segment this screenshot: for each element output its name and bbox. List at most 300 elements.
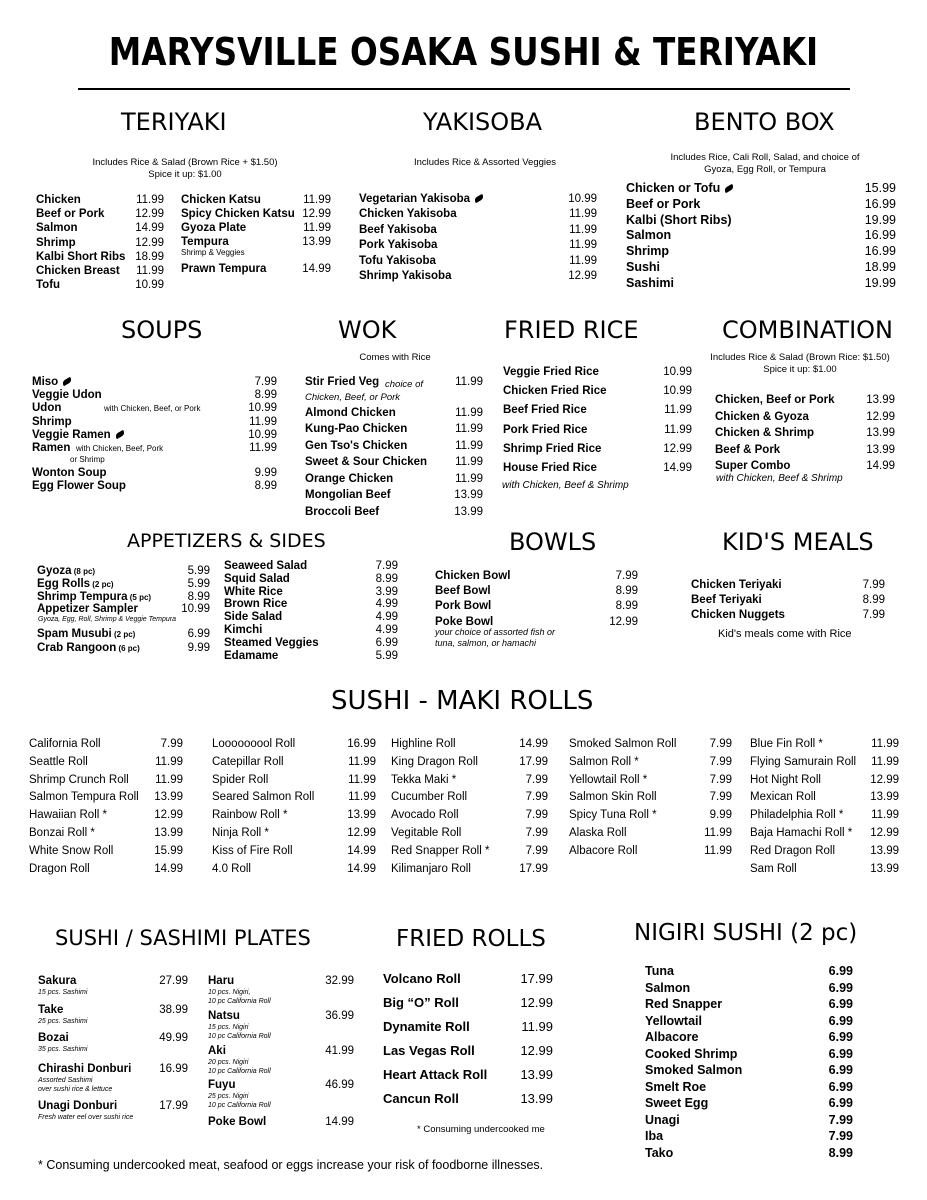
stir-sub-2: Chicken, Beef, or Pork <box>305 392 401 403</box>
item-price: 11.99 <box>521 1019 553 1034</box>
item-price: 14.99 <box>663 462 692 474</box>
footer-disclaimer: * Consuming undercooked meat, seafood or eggs increase your risk of foodborne illnesses. <box>38 1158 544 1172</box>
item-price: 12.99 <box>154 809 183 822</box>
item-name: Salmon Skin Roll <box>569 791 657 804</box>
item-name: Smelt Roe <box>645 1079 707 1094</box>
item-name: Egg Flower Soup <box>32 480 126 492</box>
item-price: 13.99 <box>870 844 899 857</box>
item-name: Beef or Pork <box>36 208 105 221</box>
item-price: 11.99 <box>871 738 899 750</box>
item-name: Haru <box>208 975 235 987</box>
super-sub: with Chicken, Beef & Shrimp <box>716 473 843 484</box>
item-name: Tempura <box>181 236 229 248</box>
ramen-sub-2: or Shrimp <box>70 455 105 464</box>
item-detail: 15 pcs. Sashimi <box>38 989 88 996</box>
item-name: Chicken Teriyaki <box>691 579 782 591</box>
nigiri-title: NIGIRI SUSHI (2 pc) <box>634 920 858 946</box>
item-price: 10.99 <box>663 366 692 378</box>
item-name: Chirashi Donburi <box>38 1063 132 1075</box>
item-price: 11.99 <box>664 423 692 436</box>
item-name: Catepillar Roll <box>212 755 284 768</box>
item-name: White Rice <box>224 585 283 598</box>
item-name: Side Salad <box>224 611 283 624</box>
wok-title: WOK <box>338 316 397 344</box>
item-price: 7.99 <box>525 827 548 839</box>
item-price: 7.99 <box>525 844 548 857</box>
item-name: Dragon Roll <box>29 862 90 875</box>
item-price: 8.99 <box>375 572 398 585</box>
item-price: 10.99 <box>135 279 164 292</box>
fried-rice-title: FRIED RICE <box>504 316 639 344</box>
item-price: 5.99 <box>187 578 210 590</box>
item-detail: (2 pc) <box>90 580 114 589</box>
item-price: 13.99 <box>154 791 183 804</box>
item-name: Steamed Veggies <box>224 636 319 649</box>
item-price: 6.99 <box>828 1079 853 1094</box>
item-price: 13.99 <box>302 236 331 248</box>
sampler-sub: Gyoza, Egg, Roll, Shrimp & Veggie Tempura <box>38 616 176 623</box>
item-name: King Dragon Roll <box>391 755 478 768</box>
item-detail: 10 pcs. Nigiri, <box>208 989 251 996</box>
item-name: Salmon Roll * <box>569 755 639 768</box>
item-name: Spicy Tuna Roll * <box>569 809 657 822</box>
item-name: Chicken Yakisoba <box>359 208 457 221</box>
item-price: 12.99 <box>609 615 638 628</box>
item-price: 11.99 <box>871 755 899 768</box>
item-name: Big “O” Roll <box>383 995 459 1010</box>
item-price: 8.99 <box>615 600 638 613</box>
item-price: 14.99 <box>154 862 183 875</box>
item-price: 11.99 <box>664 404 692 417</box>
item-price: 17.99 <box>520 971 553 986</box>
item-price: 12.99 <box>135 208 164 221</box>
item-name: Tuna <box>645 964 674 978</box>
item-price: 49.99 <box>159 1032 188 1044</box>
item-name: Kalbi (Short Ribs) <box>626 212 732 227</box>
item-price: 4.99 <box>375 624 398 636</box>
item-name: Dynamite Roll <box>383 1019 470 1034</box>
item-price: 11.99 <box>348 773 376 786</box>
item-price: 11.99 <box>155 755 183 768</box>
udon-sub: with Chicken, Beef, or Pork <box>104 404 201 413</box>
item-price: 12.99 <box>870 773 899 786</box>
item-price: 13.99 <box>870 791 899 804</box>
item-price: 18.99 <box>864 260 896 274</box>
item-price: 11.99 <box>249 416 277 428</box>
item-price: 6.99 <box>828 1046 853 1061</box>
appetizers-title: APPETIZERS & SIDES <box>127 530 326 552</box>
item-price: 8.99 <box>187 591 210 603</box>
item-name: Chicken <box>36 194 81 206</box>
item-price: 13.99 <box>454 506 483 518</box>
item-price: 7.99 <box>160 738 183 750</box>
item-price: 7.99 <box>709 738 732 750</box>
item-price: 11.99 <box>569 254 597 267</box>
item-name: Shrimp Yakisoba <box>359 270 452 282</box>
item-price: 17.99 <box>159 1100 188 1112</box>
item-name: Poke Bowl <box>435 615 494 628</box>
item-name: House Fried Rice <box>503 462 597 474</box>
item-price: 11.99 <box>704 844 732 857</box>
item-name: Gen Tso's Chicken <box>305 440 408 452</box>
item-price: 13.99 <box>520 1067 553 1082</box>
item-price: 12.99 <box>520 1043 553 1058</box>
item-price: 9.99 <box>254 467 277 479</box>
item-name: Sweet & Sour Chicken <box>305 456 428 468</box>
item-price: 16.99 <box>159 1063 188 1075</box>
item-price: 16.99 <box>864 196 896 211</box>
item-name: California Roll <box>29 738 101 750</box>
item-name: Gyoza Plate <box>181 222 247 234</box>
item-name: Avocado Roll <box>391 809 459 822</box>
item-price: 11.99 <box>455 423 483 435</box>
item-price: 10.99 <box>181 603 210 615</box>
plates-title: SUSHI / SASHIMI PLATES <box>55 926 311 950</box>
combination-title: COMBINATION <box>722 316 893 344</box>
item-price: 10.99 <box>568 193 597 205</box>
item-detail: 10 pc California Roll <box>208 1033 271 1040</box>
item-name: Unagi <box>645 1112 680 1127</box>
item-name: Wonton Soup <box>32 467 107 479</box>
item-price: 11.99 <box>455 473 483 485</box>
item-price: 13.99 <box>866 443 895 456</box>
item-price: 11.99 <box>455 376 483 388</box>
item-price: 11.99 <box>249 442 277 454</box>
item-name: Hawaiian Roll * <box>29 809 107 822</box>
item-price: 11.99 <box>348 791 376 804</box>
item-price: 7.99 <box>525 791 548 804</box>
item-detail: (2 pc) <box>111 630 136 639</box>
item-price: 9.99 <box>187 642 210 654</box>
item-name: Yellowtail <box>645 1013 702 1028</box>
poke-sub: your choice of assorted fish or tuna, salmon, or hamachi <box>435 627 556 648</box>
item-name: Chicken Fried Rice <box>503 385 607 398</box>
item-price: 38.99 <box>159 1004 188 1016</box>
item-price: 12.99 <box>663 442 692 455</box>
item-price: 7.99 <box>525 809 548 822</box>
item-price: 11.99 <box>136 194 164 206</box>
yakisoba-title: YAKISOBA <box>423 108 543 136</box>
item-name: Salmon <box>36 222 78 235</box>
item-name: Almond Chicken <box>305 407 396 419</box>
item-detail: (5 pc) <box>127 593 152 602</box>
stir-sub-1: choice of <box>385 379 424 390</box>
item-price: 11.99 <box>455 456 483 468</box>
item-price: 46.99 <box>325 1079 354 1091</box>
item-name: Albacore <box>645 1030 699 1044</box>
item-price: 7.99 <box>828 1129 853 1143</box>
item-name: Seattle Roll <box>29 755 88 768</box>
item-name: Edamame <box>224 649 279 662</box>
item-price: 3.99 <box>375 585 398 598</box>
item-price: 11.99 <box>455 440 483 452</box>
item-price: 32.99 <box>325 975 354 987</box>
item-price: 13.99 <box>866 427 895 439</box>
item-name: Chicken & Shrimp <box>715 427 815 439</box>
item-name: Tekka Maki * <box>391 773 457 786</box>
item-price: 13.99 <box>347 809 376 822</box>
item-price: 13.99 <box>520 1091 553 1106</box>
item-name: Udon <box>32 402 62 414</box>
item-name: Spam Musubi (2 pc) <box>37 628 136 640</box>
item-name: Cancun Roll <box>383 1091 459 1106</box>
stir-fried-sub <box>305 378 423 404</box>
item-name: Shrimp <box>36 236 76 249</box>
item-price: 11.99 <box>303 222 331 234</box>
item-detail: 15 pcs. Nigiri <box>208 1024 249 1031</box>
item-price: 16.99 <box>347 738 376 750</box>
item-name: Pork Yakisoba <box>359 239 438 252</box>
item-price: 14.99 <box>347 862 376 875</box>
item-price: 6.99 <box>828 1063 853 1077</box>
item-detail: 25 pcs. Sashimi <box>38 1018 88 1025</box>
item-name: Chicken or Tofu <box>626 181 734 195</box>
item-price: 8.99 <box>254 389 277 401</box>
item-price: 14.99 <box>519 738 548 750</box>
title-divider <box>78 88 850 90</box>
item-name: Chicken & Gyoza <box>715 410 809 423</box>
bento-note: Includes Rice, Cali Roll, Salad, and choice of Gyoza, Egg Roll, or Tempura <box>670 152 860 175</box>
item-name: Beef or Pork <box>626 196 701 211</box>
item-name: Chicken Nuggets <box>691 609 785 622</box>
item-name: Tofu <box>36 279 61 292</box>
item-price: 41.99 <box>325 1045 354 1057</box>
ramen-sub: with Chicken, Beef, Pork <box>76 444 164 453</box>
item-price: 4.99 <box>375 598 398 611</box>
item-name: Sushi <box>626 260 661 274</box>
item-name: Mongolian Beef <box>305 489 391 501</box>
item-price: 14.99 <box>302 263 331 275</box>
item-price: 11.99 <box>569 223 597 236</box>
item-price: 12.99 <box>568 270 597 282</box>
item-name: Heart Attack Roll <box>383 1067 488 1082</box>
item-name: Red Snapper Roll * <box>391 844 490 857</box>
item-name: Beef & Pork <box>715 443 781 456</box>
item-name: Philadelphia Roll * <box>750 809 844 822</box>
item-name: Sakura <box>38 975 77 987</box>
item-name: Poke Bowl <box>208 1116 267 1128</box>
item-price: 12.99 <box>135 236 164 249</box>
item-price: 6.99 <box>828 997 853 1011</box>
item-name: Beef Fried Rice <box>503 404 587 417</box>
item-price: 17.99 <box>519 755 548 768</box>
item-name: Spider Roll <box>212 773 269 786</box>
item-price: 12.99 <box>866 410 895 423</box>
tempura-sub: Shrimp & Veggies <box>181 248 245 257</box>
item-price: 9.99 <box>709 809 732 822</box>
bowls-title: BOWLS <box>509 528 597 556</box>
item-name: Beef Yakisoba <box>359 223 437 236</box>
item-price: 17.99 <box>519 862 548 875</box>
fried-rolls-title: FRIED ROLLS <box>396 926 546 952</box>
item-price: 6.99 <box>187 628 210 640</box>
item-name: Salmon Tempura Roll <box>29 791 139 804</box>
item-name: Appetizer Sampler <box>37 603 138 615</box>
item-name: Veggie Fried Rice <box>503 366 599 378</box>
item-name: Chicken Bowl <box>435 570 511 582</box>
item-price: 11.99 <box>348 755 376 768</box>
item-name: Salmon <box>645 980 691 995</box>
soups-title: SOUPS <box>121 316 203 344</box>
item-price: 16.99 <box>864 244 896 259</box>
teriyaki-note: Includes Rice & Salad (Brown Rice + $1.50) Spice it up: $1.00 <box>92 157 278 180</box>
item-price: 19.99 <box>864 212 896 227</box>
item-name: Squid Salad <box>224 572 290 585</box>
kids-title: KID'S MEALS <box>722 528 874 556</box>
item-name: Gyoza (8 pc) <box>37 565 96 577</box>
item-detail: Fresh water eel over sushi rice <box>38 1114 134 1121</box>
item-name: Iba <box>645 1129 664 1143</box>
item-price: 15.99 <box>864 181 896 195</box>
item-name: Orange Chicken <box>305 473 394 485</box>
item-price: 5.99 <box>187 565 210 577</box>
item-price: 18.99 <box>135 250 164 263</box>
item-price: 15.99 <box>154 844 183 857</box>
item-name: Pork Fried Rice <box>503 423 588 436</box>
item-name: Take <box>38 1004 64 1016</box>
bento-title: BENTO BOX <box>694 108 835 136</box>
item-price: 7.99 <box>375 560 398 572</box>
item-price: 5.99 <box>375 649 398 662</box>
item-name: Kiss of Fire Roll <box>212 844 293 857</box>
item-name: Stir Fried Veg <box>305 376 380 388</box>
item-name: Chicken, Beef or Pork <box>715 394 835 406</box>
item-name: Cooked Shrimp <box>645 1046 738 1061</box>
item-name: Brown Rice <box>224 598 288 611</box>
item-price: 12.99 <box>347 827 376 839</box>
item-detail: 10 pc California Roll <box>208 998 271 1005</box>
item-name: Looooooool Roll <box>212 738 296 750</box>
item-name: Beef Bowl <box>435 585 491 598</box>
item-price: 7.99 <box>862 579 885 591</box>
teriyaki-title: TERIYAKI <box>121 108 227 136</box>
item-name: Smoked Salmon <box>645 1063 743 1077</box>
item-price: 19.99 <box>864 275 896 290</box>
item-price: 4.99 <box>375 611 398 624</box>
fried-rolls-consuming-note: * Consuming undercooked me <box>417 1124 545 1135</box>
item-price: 8.99 <box>828 1145 853 1160</box>
item-price: 14.99 <box>325 1116 354 1128</box>
item-name: Highline Roll <box>391 738 456 750</box>
item-name: Natsu <box>208 1010 240 1022</box>
item-name: Shrimp Fried Rice <box>503 442 602 455</box>
item-name: Chicken Breast <box>36 265 120 277</box>
item-name: Kilimanjaro Roll <box>391 862 471 875</box>
yakisoba-note: Includes Rice & Assorted Veggies <box>413 157 557 168</box>
item-name: Shrimp <box>626 244 670 259</box>
item-name: Tako <box>645 1145 674 1160</box>
item-name: Red Dragon Roll <box>750 844 836 857</box>
item-price: 10.99 <box>248 402 277 414</box>
item-detail: 25 pcs. Nigiri <box>208 1093 249 1100</box>
item-detail: over sushi rice & lettuce <box>38 1086 113 1093</box>
item-name: Sweet Egg <box>645 1096 709 1110</box>
item-name: Shrimp <box>32 416 72 428</box>
item-price: 7.99 <box>828 1112 853 1127</box>
item-price: 14.99 <box>866 460 895 472</box>
item-name: Seared Salmon Roll <box>212 791 315 804</box>
item-price: 6.99 <box>828 964 853 978</box>
item-price: 11.99 <box>704 827 732 839</box>
item-price: 6.99 <box>828 1013 853 1028</box>
item-price: 12.99 <box>520 995 553 1010</box>
item-price: 11.99 <box>569 239 597 252</box>
item-name: Yellowtail Roll * <box>569 773 648 786</box>
item-price: 7.99 <box>709 755 732 768</box>
item-price: 6.99 <box>828 1096 853 1110</box>
item-detail: (6 pc) <box>116 644 140 653</box>
item-price: 13.99 <box>154 827 183 839</box>
item-price: 12.99 <box>302 208 331 220</box>
item-price: 8.99 <box>862 594 885 607</box>
item-name: Shrimp Tempura (5 pc) <box>37 591 152 603</box>
item-price: 11.99 <box>569 208 597 221</box>
wok-note: Comes with Rice <box>359 352 431 363</box>
item-detail: 10 pc California Roll <box>208 1068 271 1075</box>
item-price: 7.99 <box>709 773 732 786</box>
item-name: Sashimi <box>626 275 674 290</box>
item-detail: 20 pcs. Nigiri <box>208 1059 249 1066</box>
item-price: 7.99 <box>709 791 732 804</box>
item-name: Red Snapper <box>645 997 723 1011</box>
item-name: Veggie Ramen <box>32 428 125 442</box>
item-price: 7.99 <box>525 773 548 786</box>
item-price: 14.99 <box>135 222 164 235</box>
item-name: Sam Roll <box>750 862 797 875</box>
item-name: Ramen <box>32 442 71 454</box>
item-price: 27.99 <box>159 975 188 987</box>
item-name: Kalbi Short Ribs <box>36 250 126 263</box>
house-sub: with Chicken, Beef & Shrimp <box>502 480 629 491</box>
item-name: Mexican Roll <box>750 791 816 804</box>
item-name: Kung-Pao Chicken <box>305 423 408 435</box>
item-name: Miso <box>32 375 72 389</box>
item-price: 11.99 <box>136 265 164 277</box>
item-price: 11.99 <box>303 194 331 206</box>
item-name: Chicken Katsu <box>181 194 261 206</box>
item-name: Unagi Donburi <box>38 1100 118 1112</box>
item-price: 11.99 <box>871 809 899 822</box>
item-name: Egg Rolls (2 pc) <box>37 578 114 590</box>
item-price: 7.99 <box>254 376 277 388</box>
item-name: Pork Bowl <box>435 600 492 613</box>
item-name: Rainbow Roll * <box>212 809 288 822</box>
item-detail: 10 pc California Roll <box>208 1102 271 1109</box>
item-price: 13.99 <box>866 394 895 406</box>
item-price: 14.99 <box>347 844 376 857</box>
item-price: 36.99 <box>325 1010 354 1022</box>
item-price: 8.99 <box>254 480 277 492</box>
item-name: Salmon <box>626 228 672 243</box>
item-price: 13.99 <box>454 489 483 501</box>
item-name: Super Combo <box>715 460 791 472</box>
item-detail: (8 pc) <box>71 567 96 576</box>
maki-title: SUSHI - MAKI ROLLS <box>331 686 594 716</box>
item-name: Hot Night Roll <box>750 773 821 786</box>
page-title: MARYSVILLE OSAKA SUSHI & TERIYAKI <box>108 30 819 74</box>
item-name: Volcano Roll <box>383 971 461 986</box>
item-price: 6.99 <box>828 980 853 995</box>
item-name: Crab Rangoon (6 pc) <box>37 642 140 654</box>
item-name: Vegetarian Yakisoba <box>359 192 484 206</box>
item-name: Las Vegas Roll <box>383 1043 475 1058</box>
item-name: Ninja Roll * <box>212 827 269 839</box>
item-name: Alaska Roll <box>569 827 627 839</box>
item-price: 11.99 <box>155 773 183 786</box>
item-name: Kimchi <box>224 624 263 636</box>
item-price: 7.99 <box>615 570 638 582</box>
item-name: Aki <box>208 1045 226 1057</box>
